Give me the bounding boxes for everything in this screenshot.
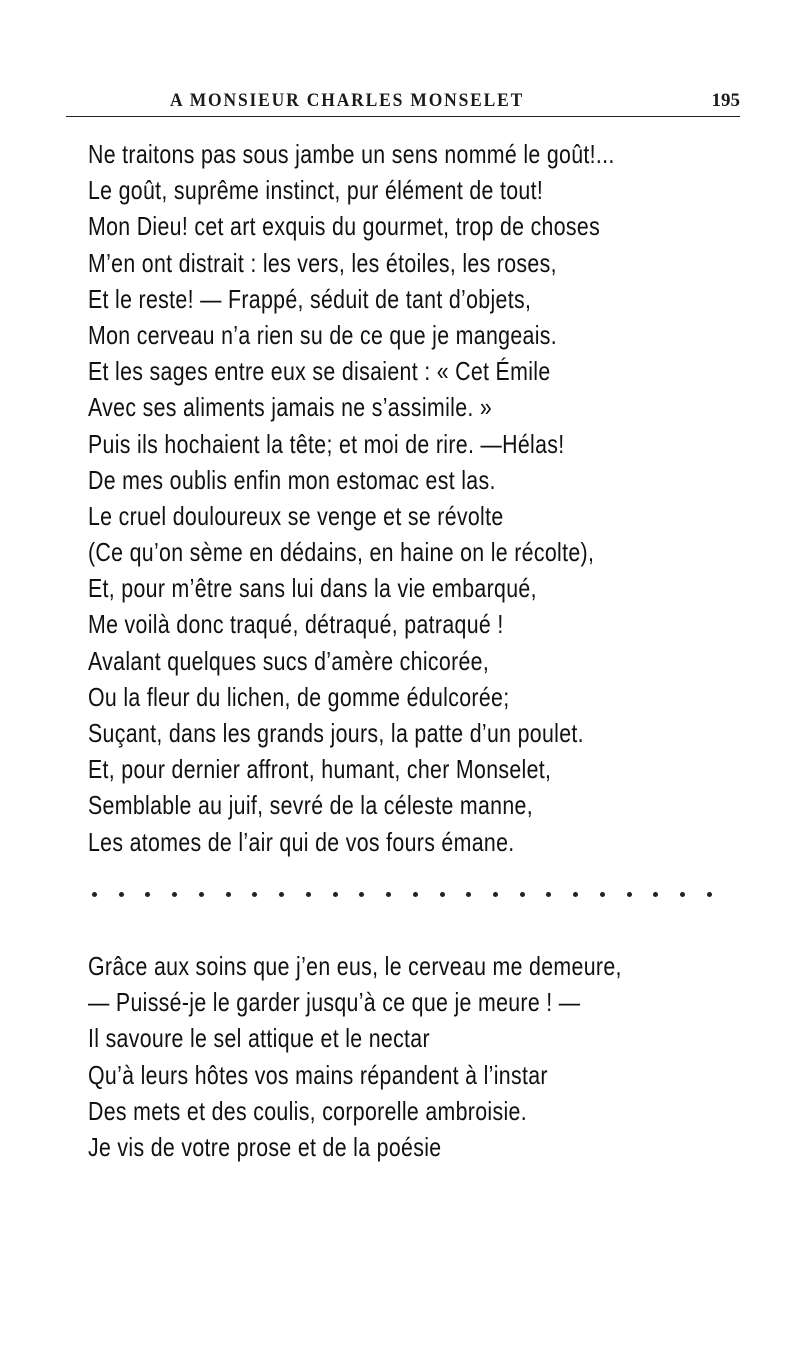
ellipsis-dot: [520, 892, 525, 897]
ellipsis-dot: [359, 892, 364, 897]
poem-stanza-1: [88, 136, 748, 860]
ellipsis-dot: [145, 892, 150, 897]
ellipsis-dot: [252, 892, 257, 897]
ellipsis-dot: [573, 892, 578, 897]
verse-line: Ne traitons pas sous jambe un sens nommé le goût!...: [88, 139, 615, 169]
verse-line: Ou la fleur du lichen, de gomme édulcorée;: [88, 681, 510, 712]
verse-line: Suçant, dans les grands jours, la patte d’un poulet.: [88, 718, 584, 748]
verse-line: Et le reste! — Frappé, séduit de tant d’objets,: [88, 283, 532, 314]
verse-line: Qu’à leurs hôtes vos mains répandent à l’instar: [88, 1059, 548, 1090]
verse-line: Puis ils hochaient la tête; et moi de rire. —Hélas!: [88, 428, 565, 459]
verse-line: Me voilà donc traqué, détraqué, patraqué !: [88, 609, 504, 640]
ellipsis-dot: [627, 892, 632, 897]
ellipsis-dot: [172, 892, 177, 897]
ellipsis-dot: [680, 892, 685, 897]
ellipsis-dot: [386, 892, 391, 897]
verse-line: Avalant quelques sucs d’amère chicorée,: [88, 645, 490, 676]
ellipsis-dot: [466, 892, 471, 897]
ellipsis-dot: [279, 892, 284, 897]
page-number: 195: [711, 90, 740, 111]
ellipsis-dot: [92, 892, 97, 897]
ellipsis-dot: [600, 892, 605, 897]
verse-line: Grâce aux soins que j’en eus, le cerveau me demeure,: [88, 951, 622, 981]
verse-line: Le goût, suprême instinct, pur élément de tout!: [88, 175, 544, 206]
ellipsis-dot: [707, 892, 712, 897]
verse-line: (Ce qu’on sème en dédains, en haine on le récolte),: [88, 537, 595, 568]
verse-line: Mon Dieu! cet art exquis du gourmet, trop de choses: [88, 211, 601, 242]
verse-line: Les atomes de l’air qui de vos fours émane.: [88, 826, 515, 857]
ellipsis-dot: [333, 892, 338, 897]
verse-line: Avec ses aliments jamais ne s’assimile. »: [88, 392, 493, 423]
ellipsis-dot: [440, 892, 445, 897]
poem-stanza-2: [88, 948, 748, 1165]
ellipsis-dot: [493, 892, 498, 897]
running-header: [66, 90, 740, 117]
verse-line: Mon cerveau n’a rien su de ce que je mangeais.: [88, 319, 558, 350]
verse-line: Des mets et des coulis, corporelle ambroisie.: [88, 1095, 527, 1126]
verse-line: Semblable au juif, sevré de la céleste manne,: [88, 790, 533, 821]
verse-line: Le cruel douloureux se venge et se révolte: [88, 500, 504, 531]
ellipsis-dot: [653, 892, 658, 897]
ellipsis-dot-row: [92, 892, 712, 897]
ellipsis-dot: [413, 892, 418, 897]
verse-line: De mes oublis enfin mon estomac est las.: [88, 464, 496, 495]
ellipsis-dot: [306, 892, 311, 897]
verse-line: Je vis de votre prose et de la poésie: [88, 1131, 442, 1162]
verse-line: Et les sages entre eux se disaient : « Cet Émile: [88, 356, 551, 387]
verse-line: M’en ont distrait : les vers, les étoiles, les roses,: [88, 247, 557, 278]
verse-line: — Puissé-je le garder jusqu’à ce que je meure ! —: [88, 987, 581, 1018]
ellipsis-dot: [119, 892, 124, 897]
ellipsis-dot: [226, 892, 231, 897]
ellipsis-dot: [199, 892, 204, 897]
verse-line: Il savoure le sel attique et le nectar: [88, 1023, 430, 1054]
verse-line: Et, pour m’être sans lui dans la vie embarqué,: [88, 573, 537, 604]
verse-line: Et, pour dernier affront, humant, cher Monselet,: [88, 754, 552, 785]
ellipsis-dot: [546, 892, 551, 897]
running-header-title: A MONSIEUR CHARLES MONSELET: [170, 90, 525, 111]
